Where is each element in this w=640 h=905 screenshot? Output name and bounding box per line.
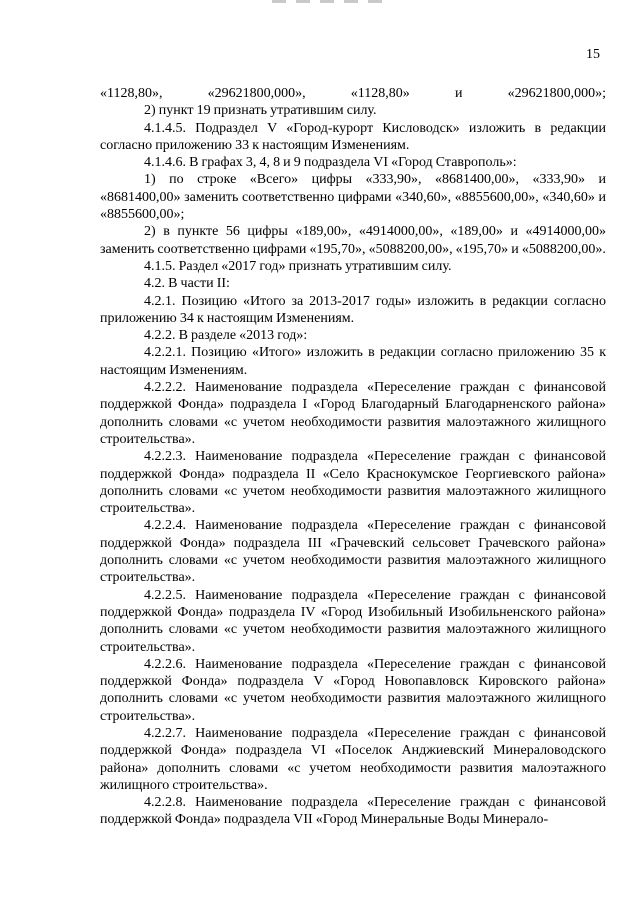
- scan-marks: [272, 0, 382, 3]
- paragraph: 2) в пункте 56 цифры «189,00», «4914000,00», «189,00» и «4914000,00» заменить соответственно цифрами «195,70», «5088200,00», «195,70» и «5088200,00».: [100, 224, 606, 257]
- paragraph: 4.2.1. Позицию «Итого за 2013-2017 годы» изложить в редакции согласно приложению 34 к настоящим Изменениям.: [100, 293, 606, 326]
- paragraph: 4.1.4.6. В графах 3, 4, 8 и 9 подраздела VI «Город Ставрополь»:: [144, 155, 517, 171]
- paragraph: 4.2.2.6. Наименование подраздела «Переселение граждан с финансовой поддержкой Фонда» подраздела V «Город Новопавловск Кировского района» дополнить словами «с учетом необходимости развития малоэтажного жилищного строительства».: [100, 656, 606, 724]
- paragraph: 4.2. В части II:: [144, 276, 230, 292]
- scan-mark: [368, 0, 382, 3]
- paragraph: 4.2.2.4. Наименование подраздела «Переселение граждан с финансовой поддержкой Фонда» подраздела III «Грачевский сельсовет Грачевского района» дополнить словами «с учетом необходимости развития малоэтажного жилищного строительства».: [100, 518, 606, 586]
- paragraph: 2) пункт 19 признать утратившим силу.: [144, 103, 377, 119]
- scan-mark: [344, 0, 358, 3]
- paragraph: 4.2.2.3. Наименование подраздела «Переселение граждан с финансовой поддержкой Фонда» подраздела II «Село Краснокумское Георгиевского района» дополнить словами «с учетом необходимости развития малоэтажного жилищного строительства».: [100, 449, 606, 517]
- scan-mark: [272, 0, 286, 3]
- paragraph: 4.2.2.8. Наименование подраздела «Переселение граждан с финансовой поддержкой Фонда» подраздела VII «Город Минеральные Воды Минерало-: [100, 795, 606, 828]
- paragraph: 4.2.2.7. Наименование подраздела «Переселение граждан с финансовой поддержкой Фонда» подраздела VI «Поселок Анджиевский Минераловодского района» дополнить словами «с учетом необходимости развития малоэтажного жилищного строительства».: [100, 725, 606, 793]
- paragraph: 4.2.2.2. Наименование подраздела «Переселение граждан с финансовой поддержкой Фонда» подраздела I «Город Благодарный Благодарненского района» дополнить словами «с учетом необходимости развития малоэтажного жилищного строительства».: [100, 380, 606, 447]
- scan-mark: [296, 0, 310, 3]
- page-number: 15: [586, 47, 600, 62]
- paragraph: 4.2.2. В разделе «2013 год»:: [144, 328, 308, 344]
- paragraph: 4.1.4.5. Подраздел V «Город-курорт Кисловодск» изложить в редакции согласно приложению 33 к настоящим Изменениям.: [100, 120, 606, 153]
- paragraph-continuation: «1128,80», «29621800,000», «1128,80» и «29621800,000»;: [100, 86, 606, 101]
- paragraph: 4.2.2.1. Позицию «Итого» изложить в редакции согласно приложению 35 к настоящим Изменениям.: [100, 345, 606, 378]
- paragraph: 4.2.2.5. Наименование подраздела «Переселение граждан с финансовой поддержкой Фонда» подраздела IV «Город Изобильный Изобильненского района» дополнить словами «с учетом необходимости развития малоэтажного жилищного строительства».: [100, 587, 606, 655]
- paragraph: 4.1.5. Раздел «2017 год» признать утратившим силу.: [144, 258, 452, 274]
- document-body: [100, 85, 606, 829]
- paragraph: 1) по строке «Всего» цифры «333,90», «8681400,00», «333,90» и «8681400,00» заменить соответственно цифрами «340,60», «8855600,00», «340,60» и «8855600,00»;: [100, 172, 606, 223]
- scan-mark: [320, 0, 334, 3]
